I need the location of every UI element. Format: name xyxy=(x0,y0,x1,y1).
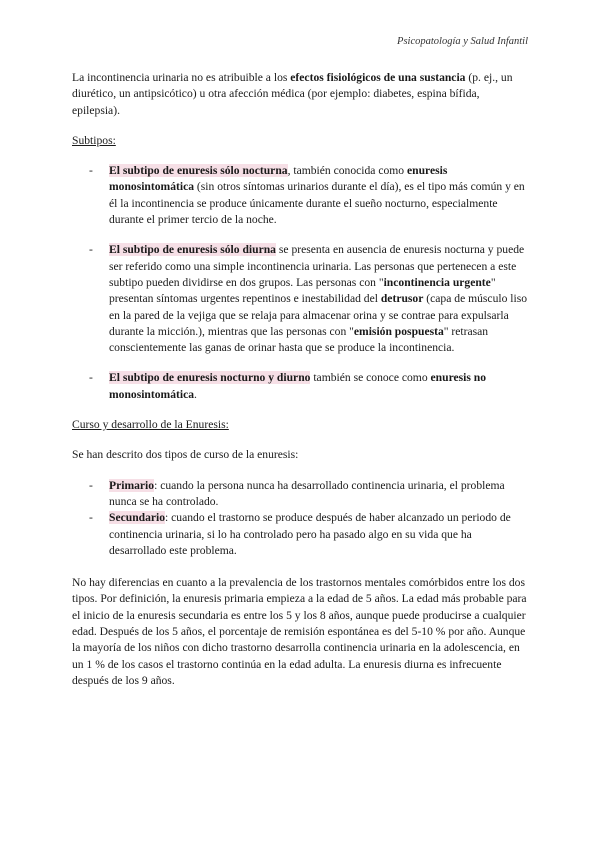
intro-paragraph xyxy=(72,70,528,119)
highlighted-term: El subtipo de enuresis sólo nocturna xyxy=(109,164,288,178)
item-text: , también conocida como xyxy=(287,164,408,178)
closing-paragraph: No hay diferencias en cuanto a la prevalencia de los trastornos mentales comórbidos entre los dos tipos. Por definición, la enuresis primaria empieza a la edad de 5 años. La edad más probable para el inicio de la enuresis secundaria es entre los 5 y los 8 años, aunque puede producirse a cualquier edad. Después de los 5 años, el porcentaje de remisión espontánea es del 5-10 % por año. Aunque la mayoría de los niños con dicho trastorno desarrolla continencia urinaria en la adolescencia, en un 1 % de los casos el trastorno continúa en la edad adulta. La enuresis diurna es infrecuente después de los 9 años. xyxy=(72,576,527,687)
curso-intro: Se han descrito dos tipos de curso de la enuresis: xyxy=(72,448,299,462)
bold-term: detrusor xyxy=(380,292,424,306)
bold-term: enuresis monosintomática xyxy=(109,164,448,194)
page-header: Psicopatología y Salud Infantil xyxy=(397,36,528,47)
list-item-diurna xyxy=(72,242,528,356)
item-text: . xyxy=(194,387,197,401)
item-text: (sin otros síntomas urinarios durante el día), es el tipo más común y en él la incontinencia se produce únicamente durante el sueño nocturno, especialmente durante el primer tercio de la noche. xyxy=(109,180,525,227)
item-text: : cuando la persona nunca ha desarrollado continencia urinaria, el problema nunca se ha controlado. xyxy=(109,478,505,508)
item-text: también se conoce como xyxy=(310,371,431,385)
highlighted-term: El subtipo de enuresis sólo diurna xyxy=(109,243,276,257)
intro-bold: efectos fisiológicos de una sustancia xyxy=(290,71,466,84)
intro-text: La incontinencia urinaria no es atribuible a los xyxy=(72,71,291,84)
list-item-secundario xyxy=(72,510,528,559)
section-heading-curso: Curso y desarrollo de la Enuresis: xyxy=(72,418,229,432)
highlighted-term: Primario xyxy=(109,478,155,492)
list-item-nocturna xyxy=(72,163,528,228)
intro-text: (p. ej., un diurético, un antipsicótico) u otra afección médica (por ejemplo: diabetes, espina bífida, epilepsia). xyxy=(72,71,513,117)
list-item-primario xyxy=(72,478,528,511)
subtipos-list xyxy=(72,163,528,403)
curso-list xyxy=(72,478,528,559)
item-text: : cuando el trastorno se produce después de haber alcanzado un periodo de continencia urinaria, si lo ha controlado pero ha pasado algo en su vida que ha desarrollado este problema. xyxy=(109,511,511,557)
highlighted-term: El subtipo de enuresis nocturno y diurno xyxy=(109,371,311,385)
document-body xyxy=(72,70,528,703)
bold-term: incontinencia urgente xyxy=(383,275,491,289)
item-text: (capa de músculo liso en la pared de la vejiga que se relaja para almacenar orina y se contrae para expulsarla durante la micción.), mientras que las personas con " xyxy=(109,292,528,338)
item-text: " presentan síntomas urgentes repentinos e inestabilidad del xyxy=(109,275,496,306)
list-item-nocturno-diurno xyxy=(72,370,528,403)
bold-term: emisión pospuesta xyxy=(353,324,444,338)
highlighted-term: Secundario xyxy=(109,511,166,525)
section-heading-subtipos: Subtipos: xyxy=(72,133,116,147)
bold-term: enuresis no monosintomática xyxy=(109,371,487,401)
item-text: se presenta en ausencia de enuresis nocturna y puede ser referido como una simple incontinencia urinaria. Las personas que pertenecen a este subtipo pueden dividirse en dos grupos. Las personas con " xyxy=(109,243,525,289)
item-text: " retrasan conscientemente las ganas de orinar hasta que se produce la incontinencia. xyxy=(109,324,489,355)
